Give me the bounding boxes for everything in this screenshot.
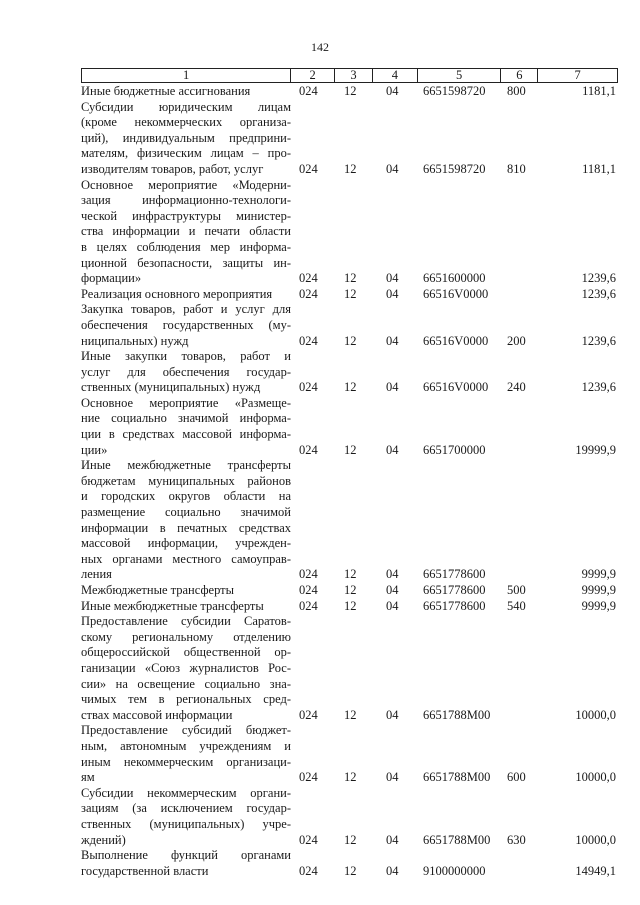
target-article-code: 6651700000 — [423, 442, 486, 457]
subsection-code: 04 — [386, 333, 399, 348]
target-article-code: 66516V0000 — [423, 380, 489, 395]
section-code: 12 — [344, 863, 357, 878]
row-description — [81, 178, 291, 287]
row-description — [81, 302, 291, 349]
description-line: Реализация основного мероприятия — [81, 286, 273, 301]
ministry-code: 024 — [299, 832, 318, 847]
row-description — [81, 786, 291, 848]
description-line: Предоставление субсидии Саратов- — [81, 614, 291, 629]
table-row — [81, 786, 618, 848]
description-line: в целях соблюдения мер информа- — [81, 239, 291, 254]
ministry-code: 024 — [299, 583, 318, 597]
expense-type-code: 500 — [507, 583, 526, 597]
header-col-6: 6 — [501, 69, 538, 82]
subsection-code: 04 — [386, 271, 399, 286]
table-row — [81, 614, 618, 723]
description-line: ственных (муниципальных) учре- — [81, 816, 291, 831]
description-line: Закупка товаров, работ и услуг для — [81, 302, 291, 317]
ministry-code: 024 — [299, 442, 318, 457]
ministry-code: 024 — [299, 380, 318, 395]
description-line: ления — [81, 567, 112, 582]
description-line: (кроме некоммерческих организа- — [81, 115, 291, 130]
description-line: Основное мероприятие «Модерни- — [81, 177, 291, 192]
subsection-code: 04 — [386, 380, 399, 395]
table-row — [81, 848, 618, 879]
amount: 9999,9 — [581, 598, 616, 613]
header-col-5: 5 — [418, 69, 502, 82]
description-line: государственной власти — [81, 863, 209, 878]
description-line: ганизации «Союз журналистов Рос- — [81, 660, 291, 675]
description-line: и городских округов области на — [81, 489, 291, 504]
description-line: иным некоммерческим организаци- — [81, 754, 291, 769]
section-code: 12 — [344, 583, 357, 597]
subsection-code: 04 — [386, 598, 399, 613]
target-article-code: 9100000000 — [423, 863, 486, 878]
ministry-code: 024 — [299, 286, 318, 301]
subsection-code: 04 — [386, 567, 399, 582]
description-line: общероссийской общественной ор- — [81, 645, 291, 660]
section-code: 12 — [344, 567, 357, 582]
description-line: Основное мероприятие «Размеще- — [81, 395, 291, 410]
description-line: ционной безопасности, защиты ин- — [81, 255, 291, 270]
row-description — [81, 84, 291, 100]
amount: 9999,9 — [581, 567, 616, 582]
section-code: 12 — [344, 333, 357, 348]
table-header-row — [81, 68, 618, 83]
target-article-code: 6651788M00 — [423, 770, 491, 785]
target-article-code: 6651788M00 — [423, 832, 491, 847]
ministry-code: 024 — [299, 707, 318, 722]
subsection-code: 04 — [386, 84, 399, 98]
subsection-code: 04 — [386, 770, 399, 785]
ministry-code: 024 — [299, 567, 318, 582]
target-article-code: 6651778600 — [423, 598, 486, 613]
description-line: ций), индивидуальным предприни- — [81, 130, 291, 145]
ministry-code: 024 — [299, 333, 318, 348]
page-number: 142 — [311, 40, 329, 54]
expense-type-code: 630 — [507, 832, 526, 847]
row-description — [81, 583, 291, 599]
row-description — [81, 599, 291, 615]
section-code: 12 — [344, 84, 357, 98]
amount: 1239,6 — [581, 333, 616, 348]
description-line: изводителям товаров, работ, услуг — [81, 161, 264, 176]
table-row — [81, 723, 618, 785]
ministry-code: 024 — [299, 598, 318, 613]
table-row — [81, 583, 618, 599]
amount: 9999,9 — [581, 583, 616, 597]
row-description — [81, 100, 291, 178]
table-row — [81, 178, 618, 287]
table-row — [81, 84, 618, 100]
row-description — [81, 396, 291, 458]
amount: 1181,1 — [582, 84, 616, 98]
subsection-code: 04 — [386, 863, 399, 878]
ministry-code: 024 — [299, 271, 318, 286]
section-code: 12 — [344, 442, 357, 457]
row-description — [81, 287, 291, 303]
subsection-code: 04 — [386, 286, 399, 301]
expense-type-code: 240 — [507, 380, 526, 395]
description-line: Иные закупки товаров, работ и — [81, 349, 291, 364]
header-col-7: 7 — [574, 68, 581, 82]
row-description — [81, 614, 291, 723]
description-line: зациям (за исключением государ- — [81, 801, 291, 816]
description-line: скому региональному отделению — [81, 629, 291, 644]
description-line: ствах массовой информации — [81, 707, 233, 722]
target-article-code: 6651788M00 — [423, 707, 491, 722]
table-row — [81, 396, 618, 458]
description-line: бюджетам муниципальных районов — [81, 473, 291, 488]
table-row — [81, 349, 618, 396]
table-row — [81, 287, 618, 303]
description-line: ства информации и печати области — [81, 224, 291, 239]
description-line: ние социально значимой информа- — [81, 411, 291, 426]
section-code: 12 — [344, 380, 357, 395]
target-article-code: 6651598720 — [423, 161, 486, 176]
description-line: информации в печатных средствах — [81, 520, 291, 535]
subsection-code: 04 — [386, 832, 399, 847]
description-line: Предоставление субсидий бюджет- — [81, 723, 291, 738]
table-body — [81, 84, 618, 879]
description-line: зация информационно-технологи- — [81, 193, 291, 208]
section-code: 12 — [344, 598, 357, 613]
row-description — [81, 458, 291, 583]
subsection-code: 04 — [386, 442, 399, 457]
description-line: чимых тем в региональных сред- — [81, 692, 291, 707]
row-description — [81, 848, 291, 879]
description-line: Межбюджетные трансферты — [81, 583, 235, 597]
amount: 1239,6 — [581, 271, 616, 286]
amount: 19999,9 — [575, 442, 616, 457]
target-article-code: 6651598720 — [423, 84, 486, 98]
description-line: ным, автономным учреждениям и — [81, 738, 291, 753]
table-row — [81, 458, 618, 583]
description-line: услуг для обеспечения государ- — [81, 364, 291, 379]
description-line: Выполнение функций органами — [81, 848, 291, 863]
header-col-4: 4 — [373, 69, 418, 82]
target-article-code: 6651600000 — [423, 271, 486, 286]
description-line: ждений) — [81, 832, 126, 847]
description-line: ции в средствах массовой информа- — [81, 427, 291, 442]
section-code: 12 — [344, 161, 357, 176]
expense-type-code: 810 — [507, 161, 526, 176]
table-row — [81, 599, 618, 615]
header-col-2: 2 — [291, 69, 335, 82]
subsection-code: 04 — [386, 707, 399, 722]
amount: 10000,0 — [575, 832, 616, 847]
expense-type-code: 540 — [507, 598, 526, 613]
section-code: 12 — [344, 271, 357, 286]
table-row — [81, 302, 618, 349]
description-line: ниципальных) нужд — [81, 333, 189, 348]
target-article-code: 66516V0000 — [423, 286, 489, 301]
description-line: Иные бюджетные ассигнования — [81, 84, 251, 98]
description-line: мателям, физическим лицам – про- — [81, 146, 291, 161]
ministry-code: 024 — [299, 84, 318, 98]
amount: 1239,6 — [581, 286, 616, 301]
description-line: ческой инфраструктуры министер- — [81, 208, 291, 223]
description-line: Иные межбюджетные трансферты — [81, 458, 291, 473]
target-article-code: 6651778600 — [423, 583, 486, 597]
target-article-code: 66516V0000 — [423, 333, 489, 348]
amount: 1181,1 — [582, 161, 616, 176]
table-row — [81, 100, 618, 178]
description-line: ям — [81, 770, 95, 785]
ministry-code: 024 — [299, 863, 318, 878]
expense-type-code: 200 — [507, 333, 526, 348]
description-line: формации» — [81, 271, 142, 286]
row-description — [81, 723, 291, 785]
description-line: массовой информации, учрежден- — [81, 536, 291, 551]
expense-type-code: 600 — [507, 770, 526, 785]
section-code: 12 — [344, 707, 357, 722]
section-code: 12 — [344, 832, 357, 847]
section-code: 12 — [344, 286, 357, 301]
description-line: сии» на освещение социально зна- — [81, 676, 291, 691]
description-line: ственных (муниципальных) нужд — [81, 380, 261, 395]
amount: 10000,0 — [575, 707, 616, 722]
amount: 1239,6 — [581, 380, 616, 395]
header-col-1: 1 — [82, 69, 291, 82]
description-line: Субсидии некоммерческим органи- — [81, 785, 291, 800]
target-article-code: 6651778600 — [423, 567, 486, 582]
subsection-code: 04 — [386, 583, 399, 597]
ministry-code: 024 — [299, 770, 318, 785]
expense-type-code: 800 — [507, 84, 526, 98]
section-code: 12 — [344, 770, 357, 785]
amount: 14949,1 — [575, 863, 616, 878]
description-line: Иные межбюджетные трансферты — [81, 598, 264, 613]
description-line: Субсидии юридическим лицам — [81, 99, 291, 114]
ministry-code: 024 — [299, 161, 318, 176]
description-line: размещение социально значимой — [81, 505, 291, 520]
amount: 10000,0 — [575, 770, 616, 785]
description-line: ции» — [81, 442, 108, 457]
header-col-3: 3 — [335, 69, 373, 82]
row-description — [81, 349, 291, 396]
description-line: ных органами местного самоуправ- — [81, 551, 291, 566]
description-line: обеспечения государственных (му- — [81, 317, 291, 332]
subsection-code: 04 — [386, 161, 399, 176]
